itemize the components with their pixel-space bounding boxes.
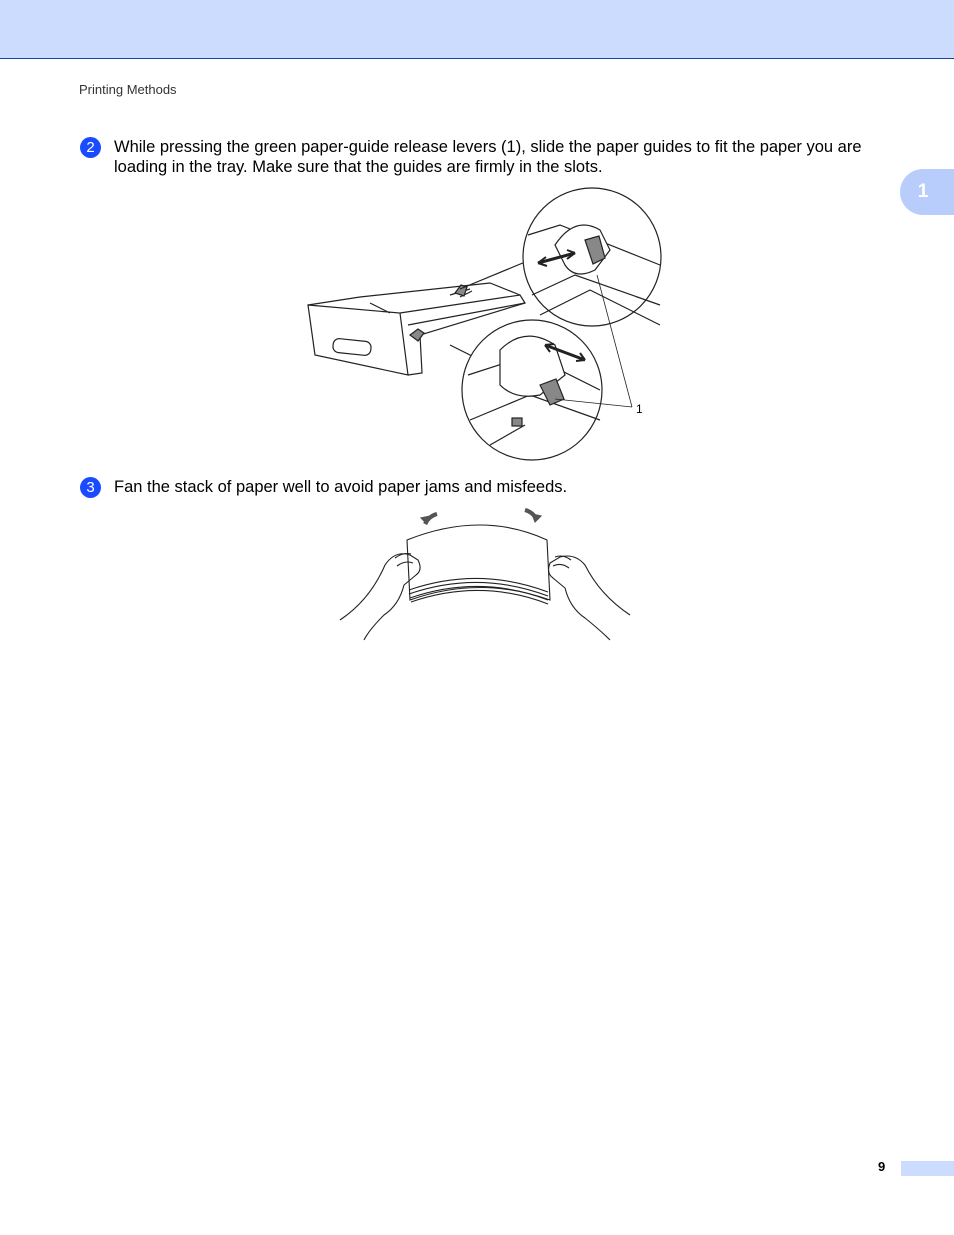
- step-text: Fan the stack of paper well to avoid paper jams and misfeeds.: [114, 478, 568, 496]
- header-band: [0, 0, 954, 59]
- fan-paper-illustration: [335, 500, 635, 645]
- page-number: 9: [878, 1159, 886, 1174]
- step-3: [80, 477, 890, 497]
- chapter-tab: [900, 169, 954, 215]
- step-number-badge: 2: [80, 137, 101, 158]
- step-2: [80, 137, 890, 177]
- step-number-badge: 3: [80, 477, 101, 498]
- paper-tray-illustration: [300, 185, 670, 465]
- footer-band: [901, 1161, 954, 1176]
- running-head: Printing Methods: [79, 82, 177, 97]
- step-text: While pressing the green paper-guide release levers (1), slide the paper guides to fit the paper you are loading in the tray. Make sure that the guides are firmly in the slots.: [114, 138, 862, 176]
- chapter-number: 1: [917, 181, 929, 202]
- callout-label-1: 1: [636, 402, 643, 416]
